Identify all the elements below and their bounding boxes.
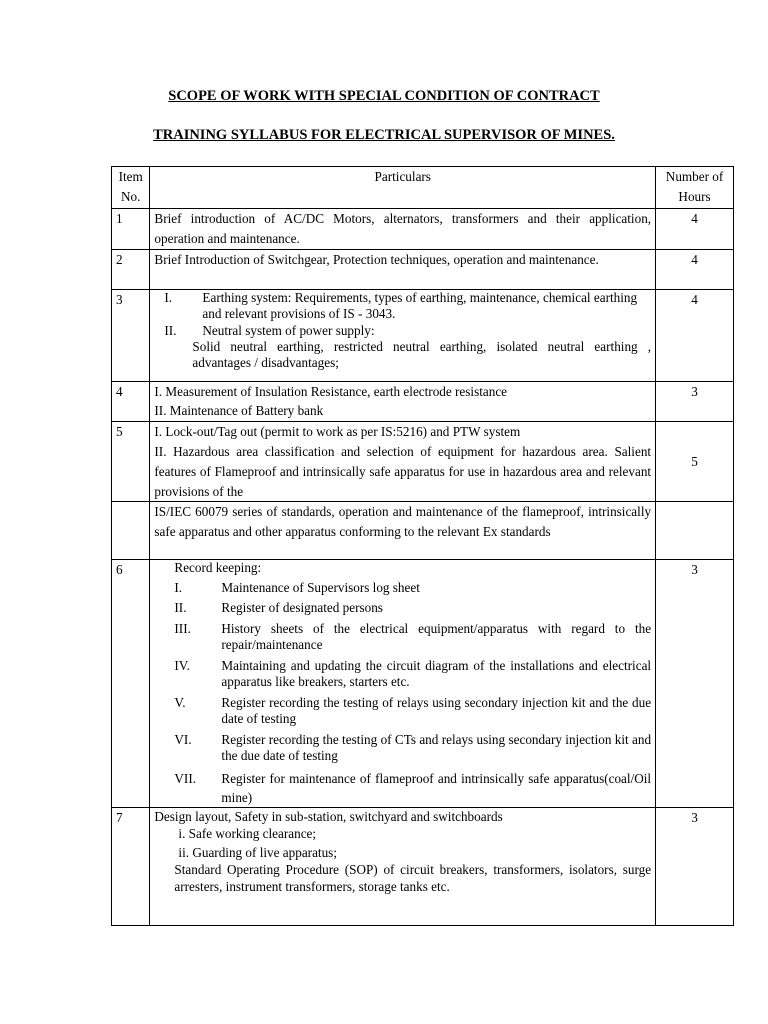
particulars-line: II. Maintenance of Battery bank — [154, 403, 324, 419]
particulars-cell — [150, 289, 656, 381]
list-text: Neutral system of power supply: — [202, 322, 375, 338]
record-number: I. — [174, 579, 183, 595]
syllabus-title: TRAINING SYLLABUS FOR ELECTRICAL SUPERVISOR OF MINES. — [153, 127, 615, 143]
record-item — [174, 600, 651, 617]
record-text: Register recording the testing of CTs and relays using secondary injection kit and the due date of testing — [221, 731, 652, 764]
table-row — [112, 808, 734, 926]
record-number: III. — [174, 620, 191, 636]
hours-value: 5 — [656, 422, 734, 502]
record-text: Maintenance of Supervisors log sheet — [221, 579, 420, 595]
list-item — [154, 323, 651, 340]
record-number: II. — [174, 600, 187, 616]
list-number: I. — [164, 289, 173, 305]
record-text: Register recording the testing of relays using secondary injection kit and the due date of testing — [221, 694, 652, 727]
header-particulars: Particulars — [150, 167, 656, 209]
item-number: 2 — [112, 249, 150, 289]
table-row — [112, 209, 734, 250]
list-text: Earthing system: Requirements, types of earthing, maintenance, chemical earthing and relevant provisions of IS - 3043. — [202, 289, 638, 322]
particulars-line: I. Lock-out/Tag out (permit to work as per IS:5216) and PTW system — [154, 424, 521, 440]
particulars-text: Standard Operating Procedure (SOP) of circuit breakers, transformers, isolators, surge arresters, instrument transformers, storage tanks etc. — [174, 862, 652, 894]
item-number: 4 — [112, 381, 150, 422]
particulars-line: II. Hazardous area classification and selection of equipment for hazardous area. Salient features of Flameproof and intrinsically safe apparatus for use in hazardous area and relevant provisions of the — [154, 443, 652, 499]
hours-value: 3 — [656, 381, 734, 422]
particulars-cell — [150, 808, 656, 926]
item-number — [112, 502, 150, 560]
record-text: History sheets of the electrical equipment/apparatus with regard to the repair/maintenance — [221, 620, 652, 653]
document-heading: SCOPE OF WORK WITH SPECIAL CONDITION OF CONTRACT — [168, 88, 600, 104]
record-text: Register for maintenance of flameproof and intrinsically safe apparatus(coal/Oil mine) — [221, 770, 652, 806]
record-text: Register of designated persons — [221, 600, 383, 616]
particulars-line: I. Measurement of Insulation Resistance, earth electrode resistance — [154, 383, 508, 399]
record-item — [174, 580, 651, 597]
record-item — [174, 732, 651, 765]
record-number: V. — [174, 694, 186, 710]
item-number: 6 — [112, 560, 150, 808]
particulars-cell — [150, 381, 656, 422]
item-number: 7 — [112, 808, 150, 926]
hours-value: 4 — [656, 209, 734, 250]
hours-value: 3 — [656, 808, 734, 926]
item-number: 3 — [112, 289, 150, 381]
record-item — [174, 695, 651, 728]
record-number: VII. — [174, 770, 197, 786]
record-text: Maintaining and updating the circuit diagram of the installations and electrical apparatus like breakers, starters etc. — [221, 657, 652, 690]
hours-value — [656, 502, 734, 560]
hours-value: 4 — [656, 249, 734, 289]
record-keeping-title: Record keeping: — [174, 560, 262, 576]
table-row — [112, 422, 734, 502]
record-item — [174, 621, 651, 654]
particulars-text: Brief introduction of AC/DC Motors, alternators, transformers and their application, operation and maintenance. — [150, 209, 656, 250]
list-item — [154, 290, 651, 323]
list-item: ii. Guarding of live apparatus; — [178, 844, 337, 860]
syllabus-table — [111, 166, 734, 926]
table-row — [112, 381, 734, 422]
table-row — [112, 289, 734, 381]
particulars-cell — [150, 422, 656, 502]
hours-value: 3 — [656, 560, 734, 808]
header-item-no: Item No. — [112, 167, 150, 209]
item-number: 5 — [112, 422, 150, 502]
table-header-row — [112, 167, 734, 209]
particulars-cell — [150, 560, 656, 808]
particulars-text: IS/IEC 60079 series of standards, operation and maintenance of the flameproof, intrinsically safe apparatus and other apparatus conforming to the relevant Ex standards — [150, 502, 656, 560]
particulars-text: Brief Introduction of Switchgear, Protection techniques, operation and maintenance. — [150, 249, 656, 289]
record-number: VI. — [174, 731, 192, 747]
particulars-line: Design layout, Safety in sub-station, switchyard and switchboards — [154, 809, 503, 825]
item-number: 1 — [112, 209, 150, 250]
record-item — [174, 769, 651, 807]
record-item — [174, 658, 651, 691]
list-item: i. Safe working clearance; — [178, 826, 317, 842]
header-hours: Number of Hours — [656, 167, 734, 209]
table-row — [112, 502, 734, 560]
list-number: II. — [164, 322, 177, 338]
table-row — [112, 560, 734, 808]
table-row — [112, 249, 734, 289]
hours-value: 4 — [656, 289, 734, 381]
particulars-text: Solid neutral earthing, restricted neutral earthing, isolated neutral earthing , advantages / disadvantages; — [192, 339, 652, 370]
record-number: IV. — [174, 657, 190, 673]
